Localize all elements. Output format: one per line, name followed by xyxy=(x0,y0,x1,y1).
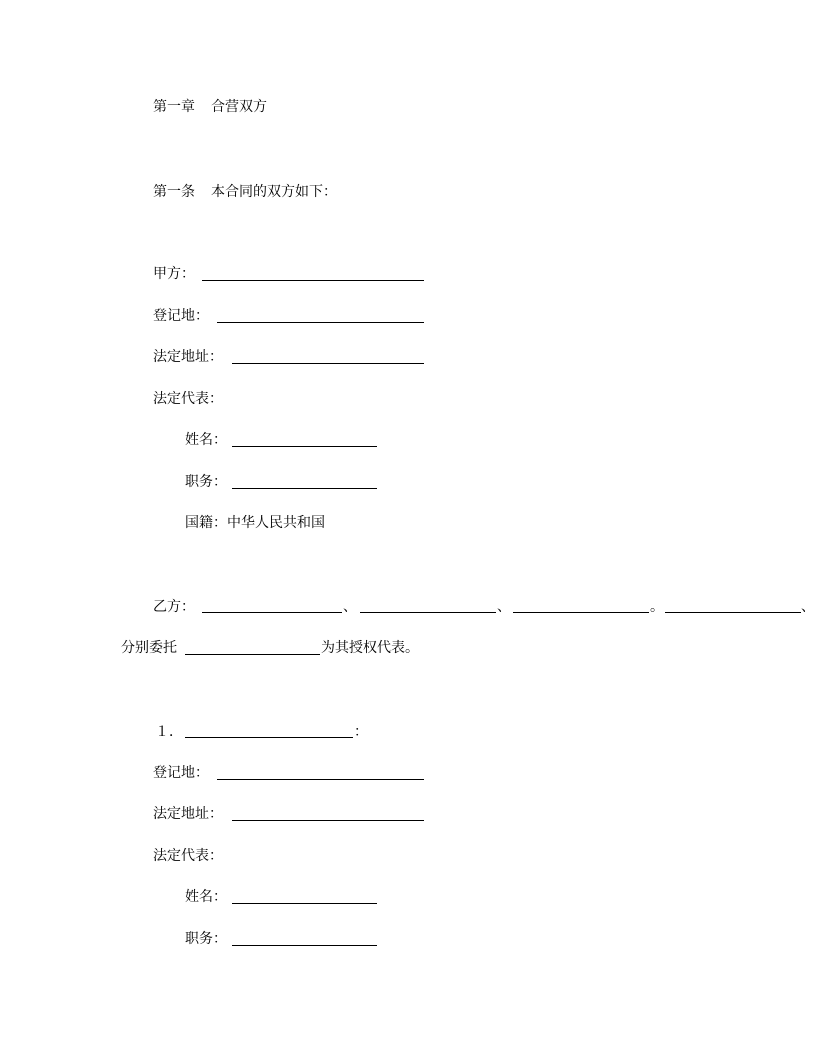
article-heading xyxy=(153,182,337,202)
party-b-sep-3: 。 xyxy=(650,599,664,615)
party-b-blank-2[interactable] xyxy=(360,612,496,613)
party-a-registered-place-label: 登记地： xyxy=(153,308,209,324)
party-a-legal-address-label: 法定地址： xyxy=(153,349,223,365)
article-text: 本合同的双方如下： xyxy=(211,184,337,200)
party-b-delegate-blank[interactable] xyxy=(185,654,320,655)
party-a-position-blank[interactable] xyxy=(232,488,377,489)
party-a-label: 甲方： xyxy=(153,266,195,282)
party-a-position-label: 职务： xyxy=(185,474,227,490)
party-a-nationality-value: 中华人民共和国 xyxy=(227,515,325,531)
party-b-blank-3[interactable] xyxy=(513,612,649,613)
party-a-nationality-label: 国籍： xyxy=(185,515,227,531)
party-b-1-rep-name-blank[interactable] xyxy=(232,903,377,904)
party-b-1-legal-rep-label: 法定代表： xyxy=(153,848,223,864)
party-b-1-position-label: 职务： xyxy=(185,931,227,947)
party-b-sep-2: 、 xyxy=(497,599,511,615)
party-b-1-number: １． xyxy=(155,724,183,740)
party-a-nationality xyxy=(185,513,325,533)
party-a-legal-address-blank[interactable] xyxy=(232,363,424,364)
chapter-number: 第一章 xyxy=(153,99,195,115)
party-b-1-position-blank[interactable] xyxy=(232,945,377,946)
party-b-delegate-suffix: 为其授权代表。 xyxy=(321,640,419,656)
party-b-1-registered-place-label: 登记地： xyxy=(153,765,209,781)
party-a-legal-rep-label: 法定代表： xyxy=(153,391,223,407)
party-b-1-registered-place-blank[interactable] xyxy=(217,779,424,780)
chapter-title: 合营双方 xyxy=(211,99,267,115)
party-b-blank-1[interactable] xyxy=(202,612,342,613)
party-b-1-colon: ： xyxy=(354,724,368,740)
chapter-heading xyxy=(153,97,267,117)
party-b-label: 乙方： xyxy=(153,599,195,615)
party-b-1-name-label: 姓名： xyxy=(185,889,227,905)
party-a-registered-place-blank[interactable] xyxy=(217,322,424,323)
article-number: 第一条 xyxy=(153,184,195,200)
party-a-blank[interactable] xyxy=(202,280,424,281)
party-b-1-legal-address-blank[interactable] xyxy=(232,820,424,821)
party-b-1-legal-address-label: 法定地址： xyxy=(153,806,223,822)
party-b-blank-4[interactable] xyxy=(665,612,801,613)
party-a-name-label: 姓名： xyxy=(185,432,227,448)
party-b-sep-4: 、 xyxy=(801,599,815,615)
party-b-delegate-prefix: 分别委托 xyxy=(121,640,177,656)
party-b-sep-1: 、 xyxy=(343,599,357,615)
party-a-name-blank[interactable] xyxy=(232,446,377,447)
party-b-1-name-blank[interactable] xyxy=(185,737,353,738)
